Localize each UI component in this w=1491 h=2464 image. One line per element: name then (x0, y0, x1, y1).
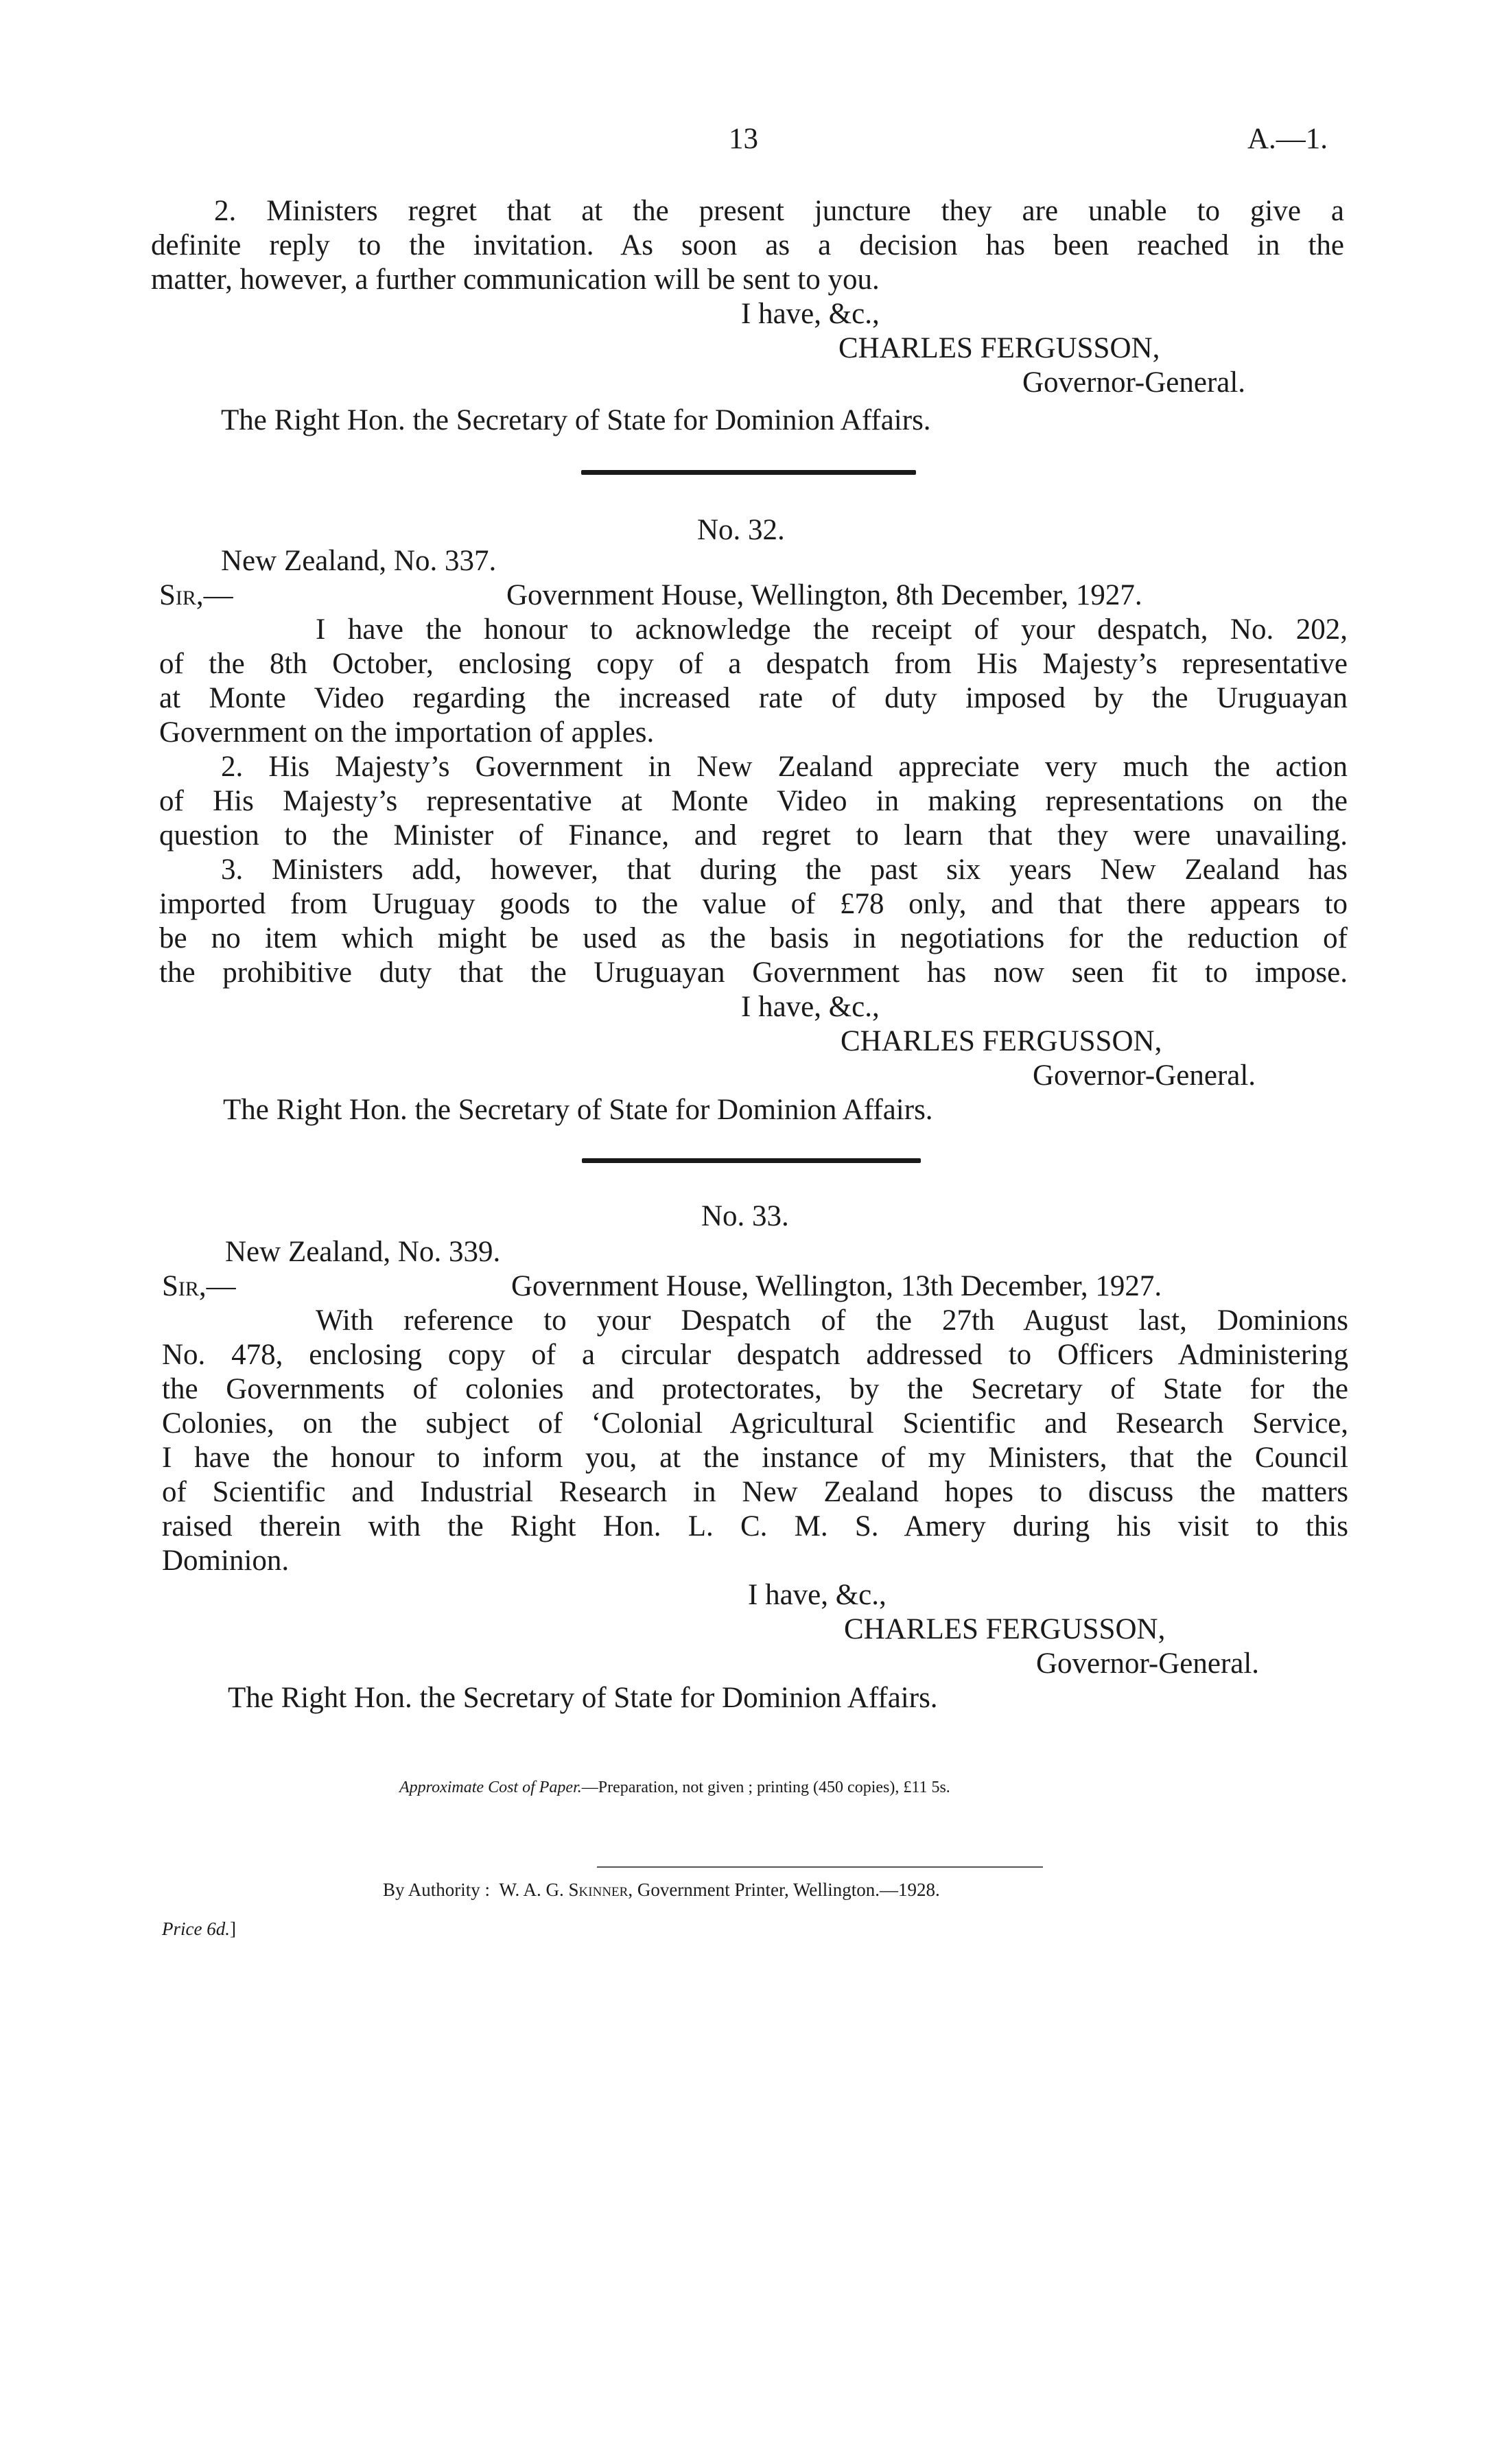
paragraph-line: of Scientific and Industrial Research in New Zealand hopes to discuss the matters (162, 1476, 1348, 1508)
price-label: Price 6d. (162, 1919, 230, 1939)
despatch-reference: New Zealand, No. 339. (225, 1236, 501, 1268)
place-date: Government House, Wellington, 13th December, 1927. (511, 1270, 1162, 1302)
paragraph-line: raised therein with the Right Hon. L. C. M. S. Amery during his visit to this (162, 1510, 1348, 1542)
authority-label: By Authority : (383, 1879, 491, 1900)
paragraph-line: imported from Uruguay goods to the value of £78 only, and that there appears to (159, 888, 1348, 920)
paragraph-line: the Governments of colonies and protectorates, by the Secretary of State for the (162, 1373, 1348, 1405)
price-bracket: ] (229, 1919, 236, 1939)
signatory-title: Governor-General. (1022, 366, 1246, 399)
place-date: Government House, Wellington, 8th December, 1927. (506, 579, 1142, 611)
price-note (162, 1918, 236, 1940)
section-divider (581, 470, 916, 475)
authority-imprint (383, 1879, 940, 1901)
despatch-heading: No. 32. (697, 514, 785, 546)
closing-phrase: I have, &c., (741, 298, 880, 330)
page-number: 13 (729, 123, 758, 155)
paragraph-line: question to the Minister of Finance, and regret to learn that they were unavailing. (159, 819, 1348, 852)
closing-phrase: I have, &c., (748, 1579, 887, 1611)
paragraph-line: I have the honour to acknowledge the receipt of your despatch, No. 202, (316, 613, 1348, 646)
signatory-name: CHARLES FERGUSSON, (844, 1613, 1166, 1645)
paragraph-line: Dominion. (162, 1545, 290, 1577)
paragraph-line: I have the honour to inform you, at the instance of my Ministers, that the Council (162, 1442, 1348, 1474)
addressee: The Right Hon. the Secretary of State for Dominion Affairs. (221, 404, 931, 436)
paragraph-line: the prohibitive duty that the Uruguayan Government has now seen fit to impose. (159, 957, 1348, 989)
paragraph-line: With reference to your Despatch of the 27th August last, Dominions (316, 1304, 1348, 1337)
document-reference: A.—1. (1247, 123, 1328, 155)
paragraph-line: Colonies, on the subject of ‘Colonial Agricultural Scientific and Research Service, (162, 1407, 1348, 1440)
cost-of-paper-note (399, 1777, 950, 1798)
authority-rest: , Government Printer, Wellington.—1928. (628, 1879, 940, 1900)
signatory-name: CHARLES FERGUSSON, (841, 1025, 1162, 1057)
despatch-heading: No. 33. (701, 1200, 789, 1232)
signatory-title: Governor-General. (1033, 1059, 1256, 1092)
addressee: The Right Hon. the Secretary of State for Dominion Affairs. (223, 1094, 933, 1126)
paragraph-line: be no item which might be used as the basis in negotiations for the reduction of (159, 922, 1348, 954)
paragraph-line: definite reply to the invitation. As soon as a decision has been reached in the (151, 229, 1344, 261)
signatory-name: CHARLES FERGUSSON, (838, 332, 1160, 364)
cost-text: —Preparation, not given ; printing (450 copies), £11 5s. (581, 1779, 950, 1796)
paragraph-line: 3. Ministers add, however, that during the past six years New Zealand has (221, 854, 1348, 886)
printer-name: W. A. G. Skinner (499, 1879, 629, 1900)
paragraph-line: 2. His Majesty’s Government in New Zealand appreciate very much the action (221, 751, 1348, 783)
closing-phrase: I have, &c., (741, 991, 880, 1023)
paragraph-line: of His Majesty’s representative at Monte Video in making representations on the (159, 785, 1348, 817)
paragraph-line: Government on the importation of apples. (159, 716, 655, 749)
addressee: The Right Hon. the Secretary of State for Dominion Affairs. (228, 1682, 938, 1714)
paragraph-line: at Monte Video regarding the increased rate of duty imposed by the Uruguayan (159, 682, 1348, 714)
salutation: Sir,— (162, 1270, 236, 1302)
paragraph-line: matter, however, a further communication will be sent to you. (151, 263, 880, 296)
section-divider (582, 1158, 921, 1163)
signatory-title: Governor-General. (1036, 1647, 1260, 1680)
paragraph-line: of the 8th October, enclosing copy of a despatch from His Majesty’s representative (159, 648, 1348, 680)
salutation: Sir,— (159, 579, 233, 611)
despatch-reference: New Zealand, No. 337. (221, 545, 497, 577)
paragraph-line: 2. Ministers regret that at the present juncture they are unable to give a (214, 195, 1344, 227)
paragraph-line: No. 478, enclosing copy of a circular despatch addressed to Officers Administering (162, 1339, 1348, 1371)
footer-rule (597, 1866, 1043, 1868)
cost-label: Approximate Cost of Paper. (399, 1779, 582, 1796)
